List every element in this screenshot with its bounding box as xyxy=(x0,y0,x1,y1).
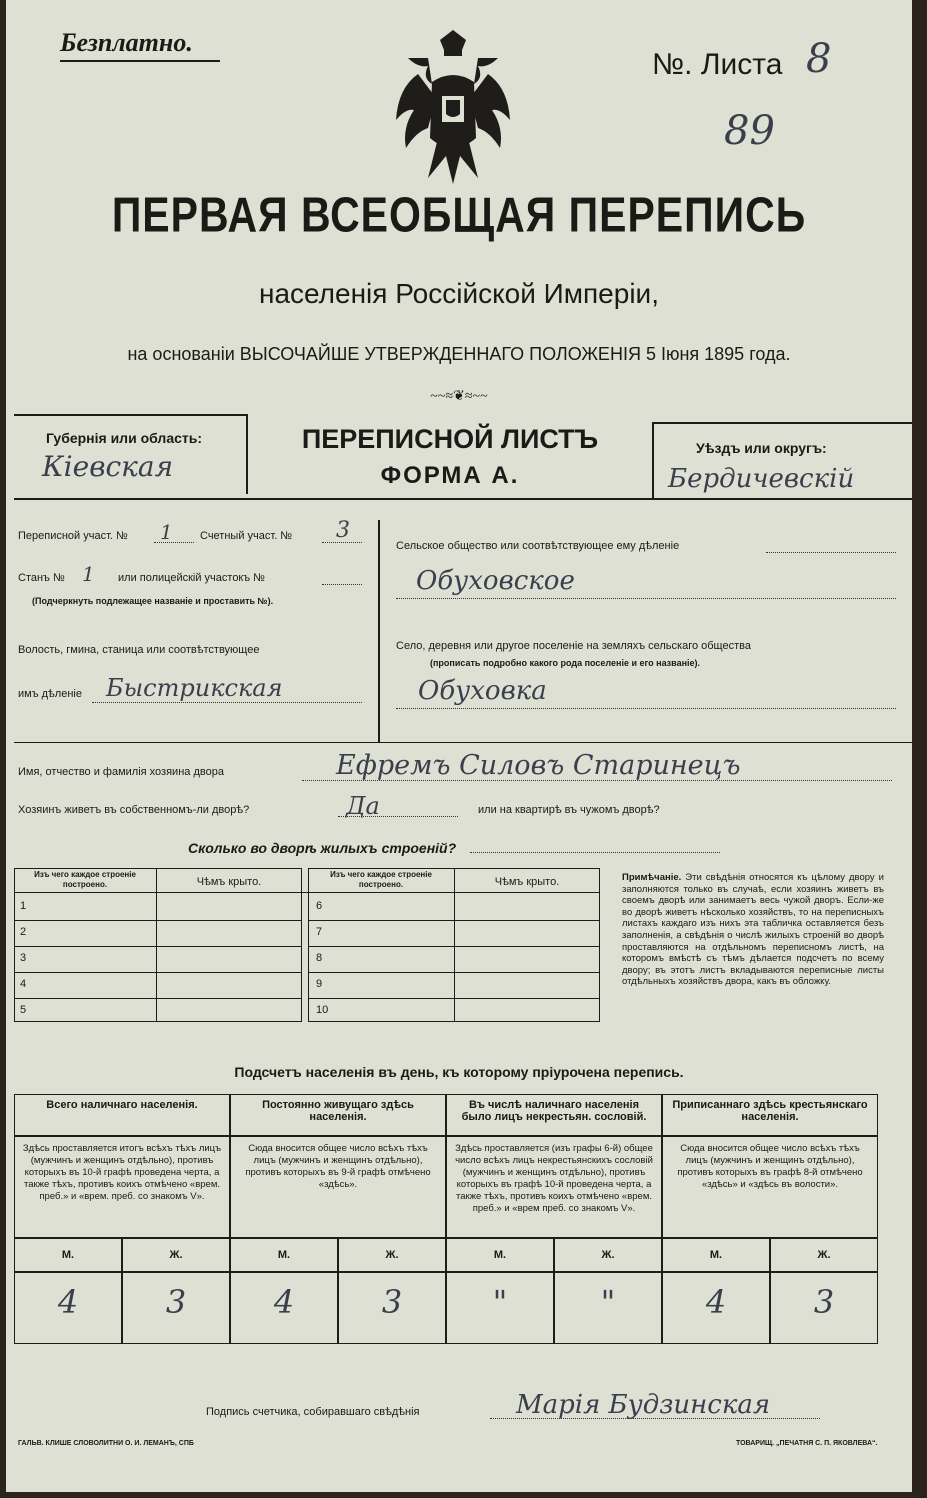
signature-label: Подпись счетчика, собиравшаго свѣдѣнія xyxy=(206,1406,420,1418)
stan-label: Станъ № xyxy=(18,572,65,584)
buildings-row-number: 1 xyxy=(20,900,27,912)
pop-female-label: Ж. xyxy=(554,1238,662,1272)
buildings-col-roof: Чѣмъ крыто. xyxy=(196,876,262,888)
printer-left: ГАЛЬВ. КЛИШЕ СЛОВОЛИТНИ О. И. ЛЕМАНЪ, СПБ xyxy=(18,1440,194,1447)
population-heading: Подсчетъ населенія въ день, къ которому пріурочена перепись. xyxy=(234,1064,684,1080)
buildings-row-line xyxy=(14,972,302,973)
pop-col-title: Въ числѣ наличнаго населенія было лицъ некрестьян. сословій. xyxy=(446,1094,662,1136)
region-box-bottom xyxy=(14,498,912,500)
buildings-header-line xyxy=(14,892,600,893)
pop-col-desc: Сюда вносится общее число всѣхъ тѣхъ лицъ (мужчинъ и женщинъ отдѣльно), противъ которыхъ въ 9-й графѣ отмѣчено «здѣсь». xyxy=(230,1136,446,1238)
census-sheet xyxy=(6,0,912,1492)
buildings-col-roof-2: Чѣмъ крыто. xyxy=(494,876,560,888)
ornament-divider: ~~≈❦≈~~ xyxy=(430,389,488,404)
owner-name-value: Ефремъ Силовъ Старинецъ xyxy=(336,750,741,781)
rented-label: или на квартирѣ въ чужомъ дворѣ? xyxy=(478,804,660,816)
count-area-line xyxy=(322,542,362,543)
double-headed-eagle-emblem xyxy=(388,28,518,188)
fields-vertical-divider xyxy=(378,520,380,742)
pop-female-label: Ж. xyxy=(770,1238,878,1272)
handwritten-number: 89 xyxy=(724,108,775,154)
buildings-row-line xyxy=(14,920,302,921)
region-box-left-divider xyxy=(246,414,248,494)
volost-line xyxy=(92,702,362,703)
pop-col-title: Всего наличнаго населенія. xyxy=(14,1094,230,1136)
volost-label-2: имъ дѣленіе xyxy=(18,688,82,700)
buildings-row-line xyxy=(14,946,302,947)
census-area-value: 1 xyxy=(160,520,173,544)
buildings-row-number: 7 xyxy=(316,926,323,938)
buildings-row-line xyxy=(308,998,600,999)
pop-female-value: 3 xyxy=(770,1272,878,1344)
count-area-value: 3 xyxy=(336,518,350,543)
pop-male-label: М. xyxy=(662,1238,770,1272)
village-line xyxy=(396,708,896,709)
buildings-row-line xyxy=(14,998,302,999)
region-box-right-divider xyxy=(652,422,654,500)
village-label: Село, деревня или другое поселеніе на земляхъ сельскаго общества xyxy=(396,640,751,652)
region-box-top-left xyxy=(14,414,248,416)
village-value: Обуховка xyxy=(418,676,547,706)
pop-male-label: М. xyxy=(230,1238,338,1272)
uezd-value: Бердичевскій xyxy=(668,464,855,494)
pop-col-desc: Сюда вносится общее число всѣхъ тѣхъ лицъ (мужчинъ и женщинъ отдѣльно), противъ которыхъ въ графѣ 8-й отмѣчено «здѣсь» и «здѣсь въ волости». xyxy=(662,1136,878,1238)
society-label: Сельское общество или соотвѣтствующее ему дѣленіе xyxy=(396,540,680,552)
volost-value: Быстрикская xyxy=(106,674,283,702)
pop-male-label: М. xyxy=(14,1238,122,1272)
society-line-2 xyxy=(396,598,896,599)
police-line xyxy=(322,584,362,585)
owner-section-line xyxy=(14,742,912,743)
note-title: Примѣчаніе. xyxy=(622,872,682,883)
uezd-label: Уѣздъ или округъ: xyxy=(696,440,827,456)
buildings-row-number: 3 xyxy=(20,952,27,964)
society-value: Обуховское xyxy=(416,566,575,596)
buildings-row-number: 10 xyxy=(316,1004,329,1016)
gubernia-value: Кіевская xyxy=(42,450,174,483)
pop-male-value: 4 xyxy=(14,1272,122,1344)
pop-female-value: 3 xyxy=(122,1272,230,1344)
pop-female-value: " xyxy=(554,1272,662,1344)
underline-note: (Подчеркнуть подлежащее названіе и проставить №). xyxy=(32,596,274,606)
owner-name-line xyxy=(302,780,892,781)
census-area-label: Переписной участ. № xyxy=(18,530,128,542)
stan-value: 1 xyxy=(82,562,95,586)
pop-col-desc: Здѣсь проставляется итогъ всѣхъ тѣхъ лицъ (мужчинъ и женщинъ отдѣльно), противъ которыхъ въ 10-й графѣ проведена черта, а также тѣхъ, противъ коихъ отмѣчено «врем. преб.» и «врем. преб. со знакомъ V». xyxy=(14,1136,230,1238)
basis-line: на основаніи ВЫСОЧАЙШЕ УТВЕРЖДЕННАГО ПОЛОЖЕНІЯ 5 Іюня 1895 года. xyxy=(127,344,791,364)
own-yard-label: Хозяинъ живетъ въ собственномъ-ли дворѣ? xyxy=(18,804,250,816)
buildings-row-line xyxy=(308,972,600,973)
own-yard-value: Да xyxy=(346,792,380,820)
buildings-row-number: 6 xyxy=(316,900,323,912)
buildings-row-line xyxy=(308,920,600,921)
pop-male-value: 4 xyxy=(230,1272,338,1344)
pop-female-label: Ж. xyxy=(122,1238,230,1272)
buildings-row-number: 4 xyxy=(20,978,27,990)
note-text: Эти свѣдѣнія относятся къ цѣлому двору и заполняются только въ случаѣ, если хозяинъ живетъ въ своемъ дворѣ или занимаетъ весь чужой дворъ. Если-же во дворѣ живетъ нѣсколько хозяйствъ, то на переписныхъ листахъ каждаго изъ нихъ эта табличка оставляется безъ заполненія, а свѣдѣнія о числѣ жилыхъ строеній во дворѣ проставляются на отдѣльномъ переписномъ листѣ, на которомъ вмѣстѣ съ тѣмъ дѣлается подсчетъ по всему двору; въ этотъ листъ вкладываются переписные листы отдѣльныхъ хозяйствъ двора, какъ въ обложку. xyxy=(622,872,884,988)
printer-right: ТОВАРИЩ. „ПЕЧАТНЯ С. П. ЯКОВЛЕВА“. xyxy=(736,1440,878,1447)
subtitle: населенія Россійской Имперіи, xyxy=(259,278,659,309)
buildings-row-number: 8 xyxy=(316,952,323,964)
form-title: ПЕРЕПИСНОЙ ЛИСТЪ xyxy=(301,424,599,454)
form-name: ФОРМА А. xyxy=(380,462,520,489)
buildings-col-material: Изъ чего каждое строеніе построено. xyxy=(34,870,136,889)
pop-male-label: М. xyxy=(446,1238,554,1272)
census-area-line xyxy=(154,542,194,543)
pop-male-value: 4 xyxy=(662,1272,770,1344)
village-note: (прописать подробно какого рода поселеніе и его названіе). xyxy=(430,658,701,668)
gubernia-label: Губернія или область: xyxy=(46,430,203,446)
buildings-row-number: 9 xyxy=(316,978,323,990)
buildings-row-line xyxy=(308,946,600,947)
region-box-top-right xyxy=(652,422,912,424)
signature-value: Марія Будзинская xyxy=(516,1390,771,1420)
pop-col-title: Постоянно живущаго здѣсь населенія. xyxy=(230,1094,446,1136)
count-area-label: Счетный участ. № xyxy=(200,530,293,542)
free-label: Безплатно. xyxy=(60,28,193,57)
main-title: ПЕРВАЯ ВСЕОБЩАЯ ПЕРЕПИСЬ xyxy=(111,187,807,243)
buildings-question: Сколько во дворѣ жилыхъ строеній? xyxy=(188,840,457,856)
buildings-row-number: 2 xyxy=(20,926,27,938)
pop-female-value: 3 xyxy=(338,1272,446,1344)
pop-female-label: Ж. xyxy=(338,1238,446,1272)
police-label: или полицейскій участокъ № xyxy=(118,572,265,584)
free-underline xyxy=(60,60,220,62)
own-yard-line xyxy=(338,816,458,817)
note-block xyxy=(622,872,884,988)
pop-col-desc: Здѣсь проставляется (изъ графы 6-й) общее число всѣхъ лицъ некрестьянскихъ сословій (мужчинъ и женщинъ отдѣльно), противъ которыхъ въ графѣ 10-й проведена черта, а также тѣхъ, противъ коихъ отмѣчено «врем. преб.» и «врем преб. со знакомъ V». xyxy=(446,1136,662,1238)
buildings-line xyxy=(470,852,720,853)
sheet-number-label: №. Листа xyxy=(652,48,783,81)
volost-label: Волость, гмина, станица или соотвѣтствующее xyxy=(18,644,260,656)
society-line-1 xyxy=(766,552,896,553)
owner-name-label: Имя, отчество и фамилія хозяина двора xyxy=(18,766,224,778)
buildings-row-number: 5 xyxy=(20,1004,27,1016)
pop-male-value: " xyxy=(446,1272,554,1344)
sheet-number-value: 8 xyxy=(806,36,832,82)
pop-col-title: Приписаннаго здѣсь крестьянскаго населенія. xyxy=(662,1094,878,1136)
buildings-col-material-2: Изъ чего каждое строеніе построено. xyxy=(330,870,432,889)
